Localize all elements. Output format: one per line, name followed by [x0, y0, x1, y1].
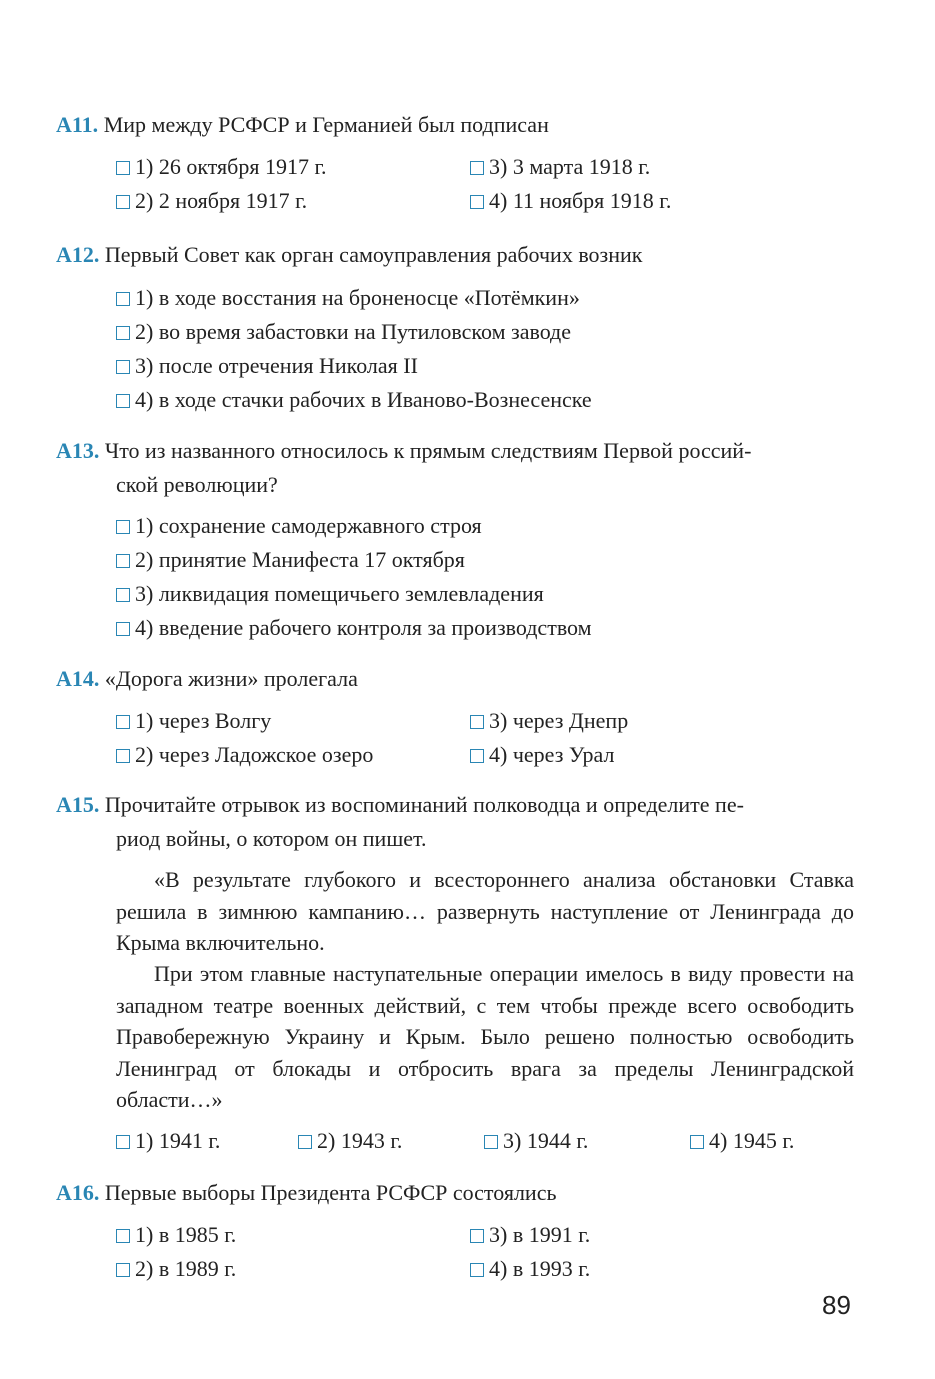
option-a16-4[interactable] [470, 1254, 590, 1284]
question-a14 [56, 664, 358, 694]
checkbox-icon[interactable] [470, 195, 484, 209]
option-label: 3) после отречения Николая II [135, 353, 418, 378]
checkbox-icon[interactable] [116, 554, 130, 568]
option-a12-4[interactable] [116, 385, 592, 415]
option-label: 3) через Днепр [489, 708, 629, 733]
checkbox-icon[interactable] [470, 749, 484, 763]
option-a15-4[interactable] [690, 1126, 794, 1156]
option-label: 2) принятие Манифеста 17 октября [135, 547, 465, 572]
option-label: 1) сохранение самодержавного строя [135, 513, 482, 538]
option-label: 4) в 1993 г. [489, 1256, 591, 1281]
question-number: А16. [56, 1180, 100, 1205]
option-a14-1[interactable] [116, 706, 271, 736]
option-a12-2[interactable] [116, 317, 571, 347]
option-a15-2[interactable] [298, 1126, 402, 1156]
option-label: 2) в 1989 г. [135, 1256, 237, 1281]
question-text: Мир между РСФСР и Германией был подписан [103, 112, 549, 137]
option-a13-3[interactable] [116, 579, 544, 609]
option-a15-1[interactable] [116, 1126, 220, 1156]
question-text-line1: Прочитайте отрывок из воспоминаний полководца и определите пе- [104, 792, 744, 817]
option-label: 4) 11 ноября 1918 г. [489, 188, 672, 213]
option-label: 2) через Ладожское озеро [135, 742, 374, 767]
checkbox-icon[interactable] [116, 394, 130, 408]
question-a12 [56, 240, 642, 270]
option-label: 4) 1945 г. [709, 1128, 795, 1153]
question-a13 [56, 436, 751, 466]
option-label: 3) в 1991 г. [489, 1222, 591, 1247]
question-a11 [56, 110, 549, 140]
checkbox-icon[interactable] [116, 520, 130, 534]
checkbox-icon[interactable] [470, 1263, 484, 1277]
checkbox-icon[interactable] [116, 749, 130, 763]
question-number: А13. [56, 438, 100, 463]
checkbox-icon[interactable] [690, 1135, 704, 1149]
checkbox-icon[interactable] [116, 292, 130, 306]
question-text-line1: Что из названного относилось к прямым следствиям Первой россий- [104, 438, 752, 463]
checkbox-icon[interactable] [116, 326, 130, 340]
option-label: 3) ликвидация помещичьего землевладения [135, 581, 544, 606]
question-text-line2: риод войны, о котором он пишет. [116, 826, 427, 851]
option-a11-4[interactable] [470, 186, 671, 216]
option-label: 2) во время забастовки на Путиловском заводе [135, 319, 572, 344]
option-label: 1) 26 октября 1917 г. [135, 154, 327, 179]
question-number: А11. [56, 112, 99, 137]
option-a13-1[interactable] [116, 511, 482, 541]
option-a11-2[interactable] [116, 186, 307, 216]
checkbox-icon[interactable] [116, 588, 130, 602]
question-text: Первые выборы Президента РСФСР состоялись [104, 1180, 557, 1205]
checkbox-icon[interactable] [470, 161, 484, 175]
checkbox-icon[interactable] [116, 1263, 130, 1277]
option-label: 3) 1944 г. [503, 1128, 589, 1153]
option-a11-1[interactable] [116, 152, 327, 182]
checkbox-icon[interactable] [116, 622, 130, 636]
checkbox-icon[interactable] [484, 1135, 498, 1149]
question-number: А14. [56, 666, 100, 691]
checkbox-icon[interactable] [470, 715, 484, 729]
question-text-line2: ской революции? [116, 472, 278, 497]
option-label: 1) в ходе восстания на броненосце «Потёмкин» [135, 285, 580, 310]
question-a15 [56, 790, 744, 820]
question-number: А12. [56, 242, 100, 267]
option-label: 3) 3 марта 1918 г. [489, 154, 651, 179]
checkbox-icon[interactable] [116, 1229, 130, 1243]
option-a16-1[interactable] [116, 1220, 236, 1250]
question-a13-line2 [116, 470, 278, 500]
option-label: 4) введение рабочего контроля за производством [135, 615, 592, 640]
quote-paragraph-1: «В результате глубокого и всестороннего анализа обстановки Ставка решила в зимнюю кампанию… развернуть наступление от Ленинграда до Крыма включительно. [116, 867, 854, 955]
checkbox-icon[interactable] [116, 1135, 130, 1149]
checkbox-icon[interactable] [116, 715, 130, 729]
question-a15-line2 [116, 824, 427, 854]
option-a16-2[interactable] [116, 1254, 236, 1284]
option-a16-3[interactable] [470, 1220, 590, 1250]
option-a12-3[interactable] [116, 351, 418, 381]
question-text: Первый Совет как орган самоуправления рабочих возник [104, 242, 643, 267]
option-label: 4) через Урал [489, 742, 615, 767]
option-a12-1[interactable] [116, 283, 580, 313]
option-a13-2[interactable] [116, 545, 465, 575]
page-number: 89 [822, 1290, 851, 1320]
checkbox-icon[interactable] [470, 1229, 484, 1243]
option-label: 1) 1941 г. [135, 1128, 221, 1153]
option-label: 1) в 1985 г. [135, 1222, 237, 1247]
question-a16 [56, 1178, 557, 1208]
checkbox-icon[interactable] [116, 195, 130, 209]
option-a14-3[interactable] [470, 706, 628, 736]
checkbox-icon[interactable] [116, 161, 130, 175]
option-a15-3[interactable] [484, 1126, 588, 1156]
option-label: 2) 2 ноября 1917 г. [135, 188, 308, 213]
option-label: 2) 1943 г. [317, 1128, 403, 1153]
option-a11-3[interactable] [470, 152, 650, 182]
option-label: 4) в ходе стачки рабочих в Иваново-Вознесенске [135, 387, 592, 412]
checkbox-icon[interactable] [116, 360, 130, 374]
option-a14-4[interactable] [470, 740, 614, 770]
checkbox-icon[interactable] [298, 1135, 312, 1149]
option-a14-2[interactable] [116, 740, 373, 770]
question-text: «Дорога жизни» пролегала [104, 666, 358, 691]
option-a13-4[interactable] [116, 613, 592, 643]
quote-paragraph-2: При этом главные наступательные операции имелось в виду провести на западном театре военных действий, с тем чтобы прежде всего освободить Правобережную Украину и Крым. Было решено полностью освободить Ленинград от блокады и отбросить врага за пределы Ленинградской области…» [116, 961, 854, 1112]
question-number: А15. [56, 792, 100, 817]
option-label: 1) через Волгу [135, 708, 272, 733]
